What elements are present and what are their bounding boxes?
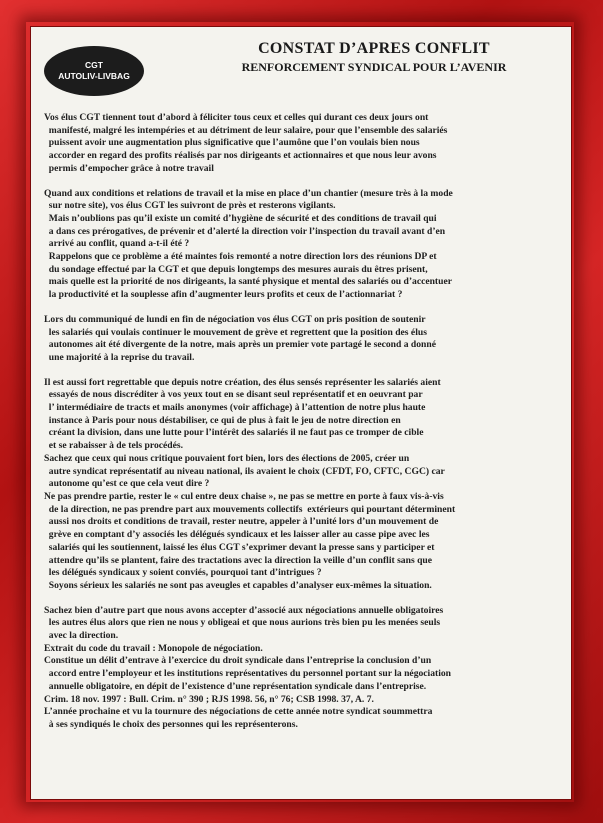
text-line: Rappelons que ce problème a été maintes fois remonté a notre direction lors des réunions DP et	[44, 251, 437, 263]
text-line: Mais n’oublions pas qu’il existe un comité d’hygiène de sécurité et des conditions de travail qui	[44, 212, 437, 224]
text-line: accorder en regard des profits réalisés par nos dirigeants et actionnaires et que nous leur avons	[44, 150, 437, 162]
text-line: annuelle obligatoire, en dépit de l’existence d’une représentation syndicale dans l’entreprise.	[44, 680, 427, 692]
text-line: manifesté, malgré les intempéries et au détriment de leur salaire, pour que l’ensemble des salariés	[44, 124, 448, 136]
text-line: avec la direction.	[44, 630, 119, 642]
logo-line-2: AUTOLIV-LIVBAG	[58, 71, 130, 81]
text-line: autre syndicat représentatif au niveau national, ils avaient le choix (CFDT, FO, CFTC, CGC) car	[44, 465, 445, 477]
text-line: de la direction, ne pas prendre part aux mouvements collectifs extérieurs qui pourtant déterminent	[44, 503, 456, 515]
text-line: Il est aussi fort regrettable que depuis notre création, des élus sensés représenter les salariés aient	[44, 376, 441, 388]
text-line: sur notre site), vos élus CGT les suivront de près et resterons vigilants.	[44, 200, 336, 212]
text-line: à ses syndiqués le choix des personnes qui les représenterons.	[44, 718, 298, 730]
text-line: du sondage effectué par la CGT et que depuis longtemps des mesures aurais du êtres prisent,	[44, 263, 428, 275]
paragraph	[44, 112, 544, 176]
document-body	[44, 112, 544, 744]
text-line: instance à Paris pour nous déstabiliser, ce qui de plus à fait le jeu de notre direction en	[44, 414, 401, 426]
text-line: Constitue un délit d’entrave à l’exercice du droit syndicale dans l’entreprise la conclusion d’un	[44, 655, 432, 667]
text-line: autonomes ait été divergente de la notre, mais après un premier vote partagé le second a donné	[44, 339, 436, 351]
text-line: a dans ces prérogatives, de prévenir et d’alerté la direction voir l’inspection du travail avant d’en	[44, 225, 446, 237]
text-line: la productivité et la souplesse afin d’augmenter leurs profits et ceux de l’actionnariat ?	[44, 289, 403, 301]
document-title: CONSTAT D’APRES CONFLIT	[258, 40, 490, 57]
cgt-logo	[44, 46, 144, 96]
logo-line-1: CGT	[85, 60, 103, 70]
paragraph	[44, 188, 544, 302]
text-line: Crim. 18 nov. 1997 : Bull. Crim. n° 390 ; RJS 1998. 56, n° 76; CSB 1998. 37, A. 7.	[44, 693, 374, 705]
text-line: et se rabaisser à de tels procédés.	[44, 440, 183, 452]
text-line: l’ intermédiaire de tracts et mails anonymes (voir affichage) à l’attention de notre plus haute	[44, 402, 426, 414]
text-line: créant la division, dans une lutte pour l’intérêt des salariés il ne faut pas ce tromper de cible	[44, 427, 424, 439]
text-line: puissent avoir une augmentation plus significative que l’aumône que l’on voulais bien nous	[44, 137, 420, 149]
text-line: une majorité à la reprise du travail.	[44, 351, 195, 363]
text-line: Sachez bien d’autre part que nous avons accepter d’associé aux négociations annuelle obligatoires	[44, 604, 444, 616]
text-line: Lors du communiqué de lundi en fin de négociation vos élus CGT on pris position de soutenir	[44, 313, 426, 325]
text-line: mais quelle est la priorité de nos dirigeants, la santé physique et mental des salariés ou d’accentuer	[44, 276, 452, 288]
text-line: L’année prochaine et vu la tournure des négociations de cette année notre syndicat soummettra	[44, 706, 433, 718]
text-line: arrivé au conflit, quand a-t-il été ?	[44, 238, 190, 250]
text-line: Soyons sérieux les salariés ne sont pas aveugles et capables d’analyser eux-mêmes la situation.	[44, 579, 432, 591]
paragraph	[44, 314, 544, 365]
text-line: Sachez que ceux qui nous critique pouvaient fort bien, lors des élections de 2005, créer un	[44, 452, 410, 464]
text-line: salariés qui les soutiennent, laissé les élus CGT s’exprimer devant la presse sans y participer et	[44, 541, 435, 553]
paragraph	[44, 377, 544, 593]
text-line: Quand aux conditions et relations de travail et la mise en place d’un chantier (mesure très à la mode	[44, 187, 453, 199]
text-line: aussi nos droits et conditions de travail, rester neutre, appeler à l’unité lors d’un mouvement de	[44, 516, 439, 528]
text-line: les délégués syndicaux y soient conviés, pourquoi tant d’intrigues ?	[44, 567, 322, 579]
text-line: grève en comptant d’y associés les délégués syndicaux et les laisser aller au casse pipe avec les	[44, 529, 430, 541]
text-line: Extrait du code du travail : Monopole de négociation.	[44, 642, 263, 654]
text-line: autonome qu’est ce que cela veut dire ?	[44, 478, 210, 490]
text-line: attendre qu’ils se plantent, faire des tractations avec la direction la veille d’un conflit sans que	[44, 554, 433, 566]
text-line: accord entre l’employeur et les institutions représentatives du personnel portant sur la négociation	[44, 668, 451, 680]
paragraph	[44, 605, 544, 732]
text-line: les autres élus alors que rien ne nous y obligeai et que nous aurions très bien pu les menées seuls	[44, 617, 441, 629]
document-subtitle: RENFORCEMENT SYNDICAL POUR L’AVENIR	[241, 60, 507, 74]
text-line: essayés de nous discréditer à vos yeux tout en se disant seul représentatif et en oeuvrant par	[44, 389, 423, 401]
text-line: permis d’empocher grâce à notre travail	[44, 162, 214, 174]
text-line: Vos élus CGT tiennent tout d’abord à féliciter tous ceux et celles qui durant ces deux jours ont	[44, 112, 429, 123]
text-line: Ne pas prendre partie, rester le « cul entre deux chaise », ne pas se mettre en porte à faux vis-à-vis	[44, 490, 444, 502]
text-line: les salariés qui voulais continuer le mouvement de grève et regrettent que la position des élus	[44, 326, 427, 338]
